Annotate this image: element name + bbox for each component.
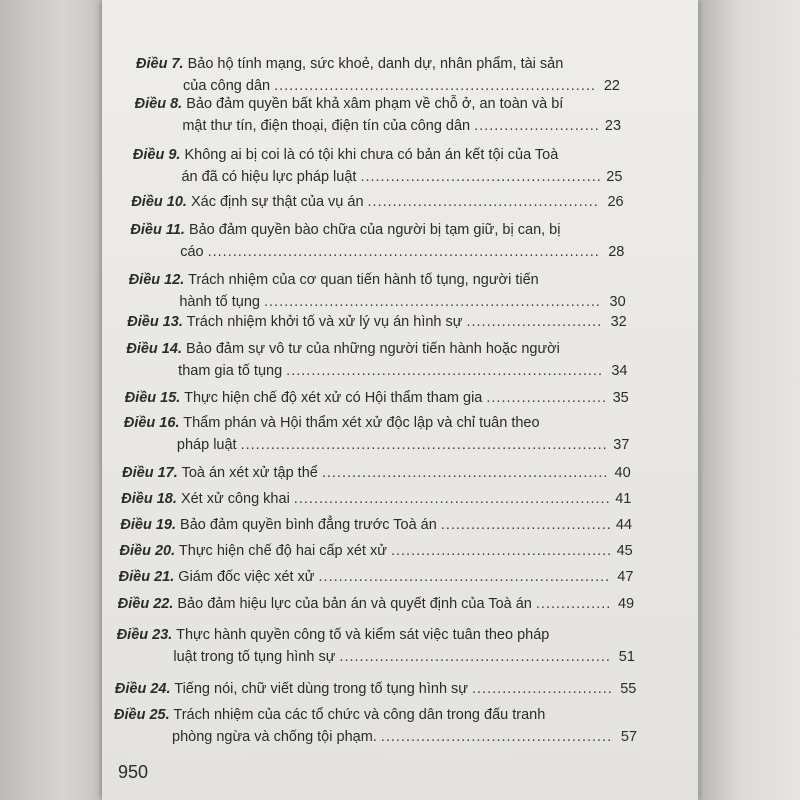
article-number: Điều 18. xyxy=(121,491,177,507)
leader-dots: ...................................................... xyxy=(339,649,611,665)
article-number: Điều 20. xyxy=(119,543,176,559)
leader-dots: .......................................................... xyxy=(318,569,611,585)
article-number: Điều 22. xyxy=(117,596,174,612)
leader-dots: .............................................................................. xyxy=(207,244,600,260)
leader-dots: ............... xyxy=(535,596,612,612)
page-reference: 25 xyxy=(606,169,623,185)
article-number: Điều 11. xyxy=(130,222,185,238)
article-number: Điều 7. xyxy=(136,56,184,72)
leader-dots: ................................................ xyxy=(360,169,602,185)
leader-dots: ......................... xyxy=(474,118,600,134)
article-number: Điều 25. xyxy=(114,707,170,723)
page-reference: 32 xyxy=(610,314,627,330)
page-reference: 49 xyxy=(617,596,635,612)
leader-dots: ............................................................... xyxy=(293,491,611,507)
page-reference: 40 xyxy=(614,465,631,481)
leader-dots: ......................................................... xyxy=(321,465,609,481)
leader-dots: ........................ xyxy=(486,390,608,406)
page-reference: 57 xyxy=(620,729,637,745)
page-reference: 26 xyxy=(607,194,624,210)
article-number: Điều 14. xyxy=(126,341,182,357)
article-title-continued: phòng ngừa và chống tội phạm. xyxy=(172,729,377,745)
article-number: Điều 17. xyxy=(122,465,178,481)
article-title: Toà án xét xử tập thể xyxy=(181,465,318,481)
table-of-contents xyxy=(102,0,698,800)
leader-dots: ............................ xyxy=(472,681,613,697)
page-reference: 41 xyxy=(615,491,632,507)
leader-dots: ......................................................................... xyxy=(240,437,608,453)
leader-dots: .............................................. xyxy=(380,729,613,745)
article-number: Điều 12. xyxy=(128,272,185,288)
article-title: Trách nhiệm của cơ quan tiến hành tố tụng, người tiến xyxy=(188,272,539,288)
article-title: Giám đốc việc xét xử xyxy=(178,569,315,585)
article-title: Xét xử công khai xyxy=(180,491,290,507)
article-title-continued: mật thư tín, điện thoại, điện tín của công dân xyxy=(182,118,471,134)
article-title: Không ai bị coi là có tội khi chưa có bản án kết tội của Toà xyxy=(184,147,559,163)
page-reference: 22 xyxy=(603,78,620,94)
page-reference: 34 xyxy=(611,363,628,379)
article-title: Thực hiện chế độ hai cấp xét xử xyxy=(178,543,387,559)
article-number: Điều 15. xyxy=(124,390,181,406)
page-reference: 51 xyxy=(618,649,635,665)
article-number: Điều 23. xyxy=(116,627,173,643)
page-reference: 44 xyxy=(615,517,633,533)
article-title: Tiếng nói, chữ viết dùng trong tố tụng hình sự xyxy=(174,681,469,697)
book-page xyxy=(102,0,698,800)
article-number: Điều 19. xyxy=(120,517,177,533)
page-reference: 35 xyxy=(612,390,629,406)
article-title: Trách nhiệm của các tổ chức và công dân trong đấu tranh xyxy=(173,707,546,723)
article-number: Điều 16. xyxy=(123,415,180,431)
article-number: Điều 24. xyxy=(114,681,171,697)
article-title-continued: hành tố tụng xyxy=(179,294,260,310)
background-right xyxy=(700,0,800,800)
article-title: Thực hiện chế độ xét xử có Hội thẩm tham gia xyxy=(184,390,483,406)
page-reference: 30 xyxy=(609,294,626,310)
article-title: Bảo đảm sự vô tư của những người tiến hành hoặc người xyxy=(186,341,560,357)
leader-dots: ................................................................ xyxy=(274,78,596,94)
leader-dots: .................................. xyxy=(440,517,612,533)
article-title: Bảo đảm quyền bình đẳng trước Toà án xyxy=(180,517,437,533)
page-reference: 28 xyxy=(608,244,625,260)
page-reference: 23 xyxy=(604,118,622,134)
article-title: Bảo hộ tính mạng, sức khoẻ, danh dự, nhân phẩm, tài sản xyxy=(187,56,564,72)
page-number: 950 xyxy=(118,762,149,782)
article-title-continued: luật trong tố tụng hình sự xyxy=(173,649,336,665)
article-title-continued: án đã có hiệu lực pháp luật xyxy=(181,169,357,185)
article-title-continued: pháp luật xyxy=(176,437,237,453)
article-title: Trách nhiệm khởi tố và xử lý vụ án hình sự xyxy=(186,314,463,330)
leader-dots: ........................... xyxy=(466,314,603,330)
article-number: Điều 10. xyxy=(131,194,187,210)
leader-dots: ................................................................... xyxy=(263,294,601,310)
article-number: Điều 13. xyxy=(127,314,183,330)
leader-dots: .............................................. xyxy=(367,194,599,210)
leader-dots: ............................................ xyxy=(390,543,613,559)
article-number: Điều 21. xyxy=(118,569,175,585)
article-title: Thẩm phán và Hội thẩm xét xử độc lập và chỉ tuân theo xyxy=(183,415,540,431)
article-title-continued: tham gia tố tụng xyxy=(178,363,283,379)
article-title-continued: của công dân xyxy=(183,78,271,94)
page-reference: 55 xyxy=(620,681,637,697)
article-title: Bảo đảm quyền bào chữa của người bị tạm giữ, bị can, bị xyxy=(188,222,561,238)
background-left xyxy=(0,0,104,800)
article-number: Điều 8. xyxy=(134,96,183,112)
article-title: Thực hành quyền công tố và kiểm sát việc tuân theo pháp xyxy=(176,627,550,643)
page-reference: 45 xyxy=(616,543,633,559)
article-title-continued: cáo xyxy=(180,244,204,260)
page-reference: 37 xyxy=(613,437,630,453)
article-title: Xác định sự thật của vụ án xyxy=(190,194,364,210)
leader-dots: ............................................................... xyxy=(286,363,603,379)
article-title: Bảo đảm hiệu lực của bản án và quyết định của Toà án xyxy=(177,596,532,612)
page-reference: 47 xyxy=(617,569,634,585)
article-title: Bảo đảm quyền bất khả xâm phạm về chỗ ở, an toàn và bí xyxy=(186,96,564,112)
article-number: Điều 9. xyxy=(132,147,181,163)
